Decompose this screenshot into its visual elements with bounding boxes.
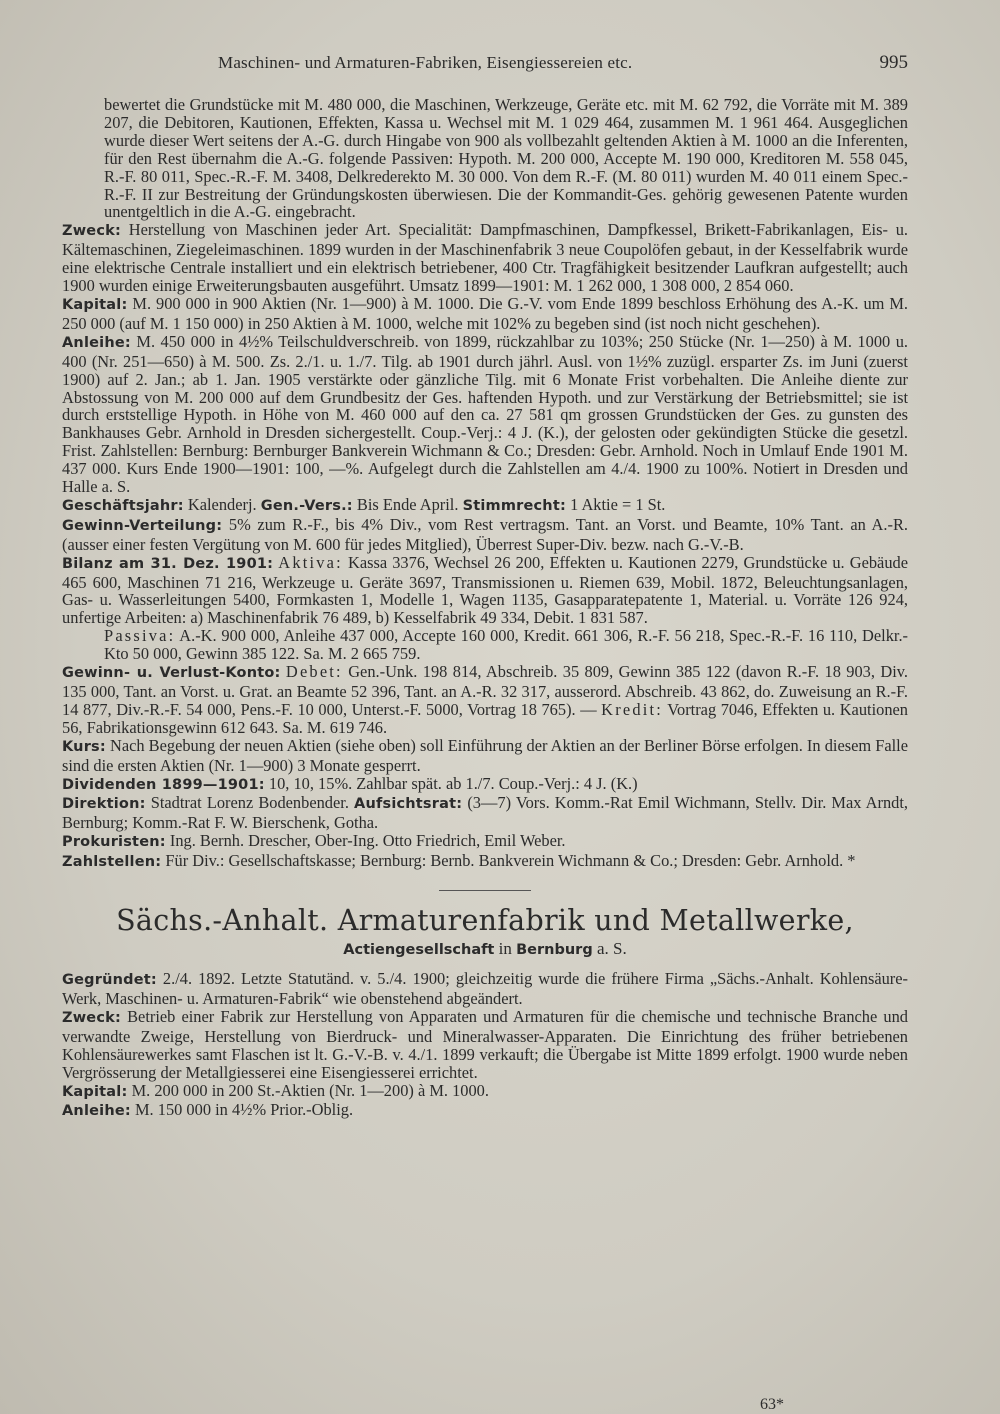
debet-text: Gen.-Unk. 198 814, Abschreib. 35 809, Gewinn 385 122 (davon R.-F. 18 903, Div. 135 000, Tant. an Vorst. u. Grat. an Beamte 52 396, Tant. an A.-R. 32 317, ausserord. Abschreib. 43 862, do. Zuweisung an R.-F. 14 877, Div.-R.-F. 54 000, Pens.-F. 10 000, Unterst.-F. 5000, Vortrag 18 765). <box>62 662 908 719</box>
stimmrecht-label: Stimmrecht: <box>462 497 566 514</box>
entry-dividenden <box>62 775 908 795</box>
company-city: Bernburg <box>516 942 593 959</box>
running-title: Maschinen- und Armaturen-Fabriken, Eisengiessereien etc. <box>218 53 633 72</box>
entry-bilanz-passiva <box>62 627 908 663</box>
entry-text: M. 200 000 in 200 St.-Aktien (Nr. 1—200) à M. 1000. <box>131 1080 489 1100</box>
entry-label: Geschäftsjahr: <box>62 497 184 514</box>
company-sub-rest: a. S. <box>596 939 627 959</box>
entry-anleihe <box>62 333 908 496</box>
kredit-text: Vortrag 7046, Effekten u. Kautionen 56, Fabrikationsgewinn 612 643. Sa. M. 619 746. <box>62 699 908 737</box>
intro-paragraph: bewertet die Grundstücke mit M. 480 000, die Maschinen, Werkzeuge, Geräte etc. mit M. 62 792, die Vorräte mit M. 389 207, die Debitoren, Kautionen, Effekten, Kassa u. Wechsel mit M. 1 029 464, zusammen M. 1 961 464. Ausgeglichen wurde dieser Wert seitens der A.-G. durch Hingabe von 900 als vollbezahlt geltenden Aktien à M. 1000 an die Inferenten, für den Rest übernahm die A.-G. folgende Passiven: Hypoth. M. 200 000, Accepte M. 190 000, Kreditoren M. 558 045, R.-F. 80 011, Spec.-R.-F. M. 3408, Delkrederekto M. 30 000. Von dem R.-F. (M. 80 011) wurden M. 40 011 einem Spec.-R.-F. II zur Bestreitung der Gründungskosten überwiesen. Die der Kommandit-Ges. gehörig gewesenen Patente wurden unentgeltlich in die A.-G. eingebracht. <box>104 95 908 222</box>
entry-kapital-2 <box>62 1082 908 1102</box>
aufsichtsrat-label: Aufsichtsrat: <box>354 796 463 813</box>
company-title: Sächs.-Anhalt. Armaturenfabrik und Metallwerke, <box>116 904 854 938</box>
entry-label: Dividenden 1899—1901: <box>62 776 265 793</box>
entry-gewinn-verlust: Gewinn- u. Verlust-Konto: Debet: Gen.-Unk. 198 814, Abschreib. 35 809, Gewinn 385 122 (davon R.-F. 18 903, Div. 135 000, Tant. an Vorst. u. Grat. an Beamte 52 396, Tant. an A.-R. 32 317, ausserord. Abschreib. 43 862, do. Zuweisung an R.-F. 14 877, Div.-R.-F. 54 000, Pens.-F. 10 000, Unterst.-F. 5000, Vortrag 18 765). — Kredit: Vortrag 7046, Effekten u. Kautionen 56, Fabrikationsgewinn 612 643. Sa. M. 619 746. <box>62 662 908 737</box>
gen-vers-label: Gen.-Vers.: <box>260 497 353 514</box>
entry-label: Gewinn- u. Verlust-Konto: <box>62 665 281 682</box>
entry-geschaeftsjahr <box>62 496 908 516</box>
entry-label: Gewinn-Verteilung: <box>62 517 223 534</box>
passiva-label: Passiva: <box>104 626 176 646</box>
entry-label: Prokuristen: <box>62 834 166 851</box>
entry-kurs <box>62 737 908 775</box>
entry-text: 2./4. 1892. Letzte Statutänd. v. 5./4. 1900; gleichzeitig wurde die frühere Firma „Sächs.-Anhalt. Kohlensäure-Werk, Maschinen- u. Armaturen-Fabrik“ wie obenstehend abgeändert. <box>62 969 908 1008</box>
page-number: 995 <box>879 52 908 73</box>
aufsichtsrat-text: (3—7) Vors. Komm.-Rat Emil Wichmann, Stellv. Dir. Max Arndt, Bernburg; Komm.-Rat F. W. Bierschenk, Gotha. <box>62 793 908 833</box>
entry-text: 5% zum R.-F., bis 4% Div., vom Rest vertragsm. Tant. an Vorst. und Beamte, 10% Tant. an A.-R. (ausser einer festen Vergütung von M. 600 für jedes Mitglied), Überrest Super-Div. bezw. nach G.-V.-B. <box>62 514 908 554</box>
entry-zweck-2 <box>62 1008 908 1082</box>
entry-label: Zweck: <box>62 223 121 240</box>
entry-label: Zahlstellen: <box>62 854 162 871</box>
entry-label: Anleihe: <box>62 334 131 351</box>
entry-zweck <box>62 221 908 295</box>
entry-label: Kapital: <box>62 1083 128 1100</box>
entry-label: Kapital: <box>62 296 128 313</box>
aktiva-text: Kassa 3376, Wechsel 26 200, Effekten u. Kautionen 2279, Grundstücke u. Gebäude 465 600, Maschinen 71 216, Werkzeuge u. Geräte 3697, Transmissionen u. Riemen 639, Mobil. 1872, Beleuchtungsanlagen, Gas- u. Wasserleitungen 5400, Formkasten 1, Modelle 1, Wagen 1135, Gasapparatepatente 1, Material. u. Vorräte 126 924, unfertige Arbeiten: a) Maschinenfabrik 76 489, b) Kesselfabrik 49 334, Debit. 1 831 587. <box>62 552 908 628</box>
entry-label: Kurs: <box>62 738 106 755</box>
entry-kapital <box>62 295 908 333</box>
debet-label: Debet: <box>285 662 343 682</box>
company-subtitle <box>62 939 908 960</box>
company-legal-form: Actiengesellschaft <box>343 942 495 959</box>
entry-gegruendet <box>62 970 908 1008</box>
entry-text: M. 450 000 in 4½% Teilschuldverschreib. von 1899, rückzahlbar zu 103%; 250 Stücke (Nr. 1—250) à M. 1000 u. 400 (Nr. 251—650) à M. 500. Zs. 2./1. u. 1./7. Tilg. ab 1901 durch jährl. Ausl. von 1½% zuzügl. ersparter Zs. im Juni (zuerst 1900) auf 2. Jan.; ab 1. Jan. 1905 verstärkte oder gänzliche Tilg. mit 6 Monate Frist vorbehalten. Die Anleihe diente zur Abstossung von M. 200 000 auf dem Grundbesitz der Ges. haftenden Hypoth. und zur Verstärkung der Betriebsmittel; sie ist durch erststellige Hypoth. in Höhe von M. 460 000 auf den ca. 27 581 qm grossen Grundstücken der Ges. zu gunsten des Bankhauses Gebr. Arnhold in Dresden sichergestellt. Coup.-Verj.: 4 J. (K.), der gelosten oder gekündigten Stücke die gesetzl. Frist. Zahlstellen: Bernburg: Bernburger Bankverein Wichmann & Co.; Dresden: Gebr. Arnhold. Noch in Umlauf Ende 1901 M. 437 000. Kurs Ende 1900—1901: 100, —%. Aufgelegt durch die Zahlstellen am 4./4. 1900 zu 100%. Notiert in Dresden und Halle a. S. <box>62 331 908 497</box>
section-divider <box>439 890 531 891</box>
gen-vers-text: Bis Ende April. <box>356 494 459 514</box>
entry-label: Zweck: <box>62 1009 121 1026</box>
aktiva-label: Aktiva: <box>278 552 343 572</box>
entry-text: Herstellung von Maschinen jeder Art. Specialität: Dampfmaschinen, Dampfkessel, Brikett-Fabrikanlagen, Eis- u. Kältemaschinen, Ziegeleimaschinen. 1899 wurden in der Maschinenfabrik 3 neue Coupolöfen gebaut, in der Kesselfabrik wurde eine elektrische Centrale installiert und ein elektrisch betriebener, 400 Ctr. Tragfähigkeit besitzender Laufkran aufgestellt; auch 1900 wurden einige Erweiterungsbauten ausgeführt. Umsatz 1899—1901: M. 1 262 000, 1 308 000, 2 854 060. <box>62 220 908 296</box>
entry-text: M. 900 000 in 900 Aktien (Nr. 1—900) à M. 1000. Die G.-V. vom Ende 1899 beschloss Erhöhung des A.-K. um M. 250 000 (auf M. 1 150 000) in 250 Aktien à M. 1000, welche mit 102% zu begeben sind (ist noch nicht geschehen). <box>62 293 908 333</box>
entry-text: Nach Begebung der neuen Aktien (siehe oben) soll Einführung der Aktien an der Berliner Börse erfolgen. In diesem Falle sind die ersten Aktien (Nr. 1—900) 3 Monate gesperrt. <box>62 735 908 775</box>
entry-label: Gegründet: <box>62 972 157 989</box>
passiva-text: A.-K. 900 000, Anleihe 437 000, Accepte 160 000, Kredit. 661 306, R.-F. 56 218, Spec.-R.-F. 16 110, Delkr.-Kto 50 000, Gewinn 385 122. Sa. M. 2 665 759. <box>104 626 908 664</box>
document-body <box>62 96 908 1121</box>
entry-text: Kalenderj. <box>187 494 257 514</box>
entry-text: Stadtrat Lorenz Bodenbender. <box>150 793 349 813</box>
stimmrecht-text: 1 Aktie = 1 St. <box>570 494 666 514</box>
entry-text: 10, 10, 15%. Zahlbar spät. ab 1./7. Coup.-Verj.: 4 J. (K.) <box>268 773 638 793</box>
entry-gewinn-verteilung <box>62 516 908 554</box>
entry-text: Für Div.: Gesellschaftskasse; Bernburg: Bernb. Bankverein Wichmann & Co.; Dresden: Gebr. Arnhold. * <box>165 851 856 871</box>
entry-text: Ing. Bernh. Drescher, Ober-Ing. Otto Friedrich, Emil Weber. <box>169 831 566 851</box>
entry-direktion <box>62 794 908 832</box>
entry-bilanz <box>62 554 908 628</box>
entry-label: Anleihe: <box>62 1103 131 1120</box>
running-head <box>0 50 1000 80</box>
entry-text: Betrieb einer Fabrik zur Herstellung von Apparaten und Armaturen für die chemische und technische Branche und verwandte Zweige, Herstellung von Bierdruck- und Mineralwasser-Apparaten. Die Einrichtung des früher betriebenen Kohlensäurewerkes samt Flaschen ist lt. G.-V.-B. v. 4./1. 1899 verkauft; die Übergabe ist Mitte 1899 erfolgt. 1900 wurde neben Vergrösserung der Metallgiesserei eine Eisengiesserei errichtet. <box>62 1006 908 1082</box>
entry-zahlstellen <box>62 852 908 872</box>
entry-prokuristen <box>62 832 908 852</box>
entry-text: M. 150 000 in 4½% Prior.-Oblig. <box>134 1100 354 1120</box>
company-sub-in: in <box>498 939 512 959</box>
kredit-label: Kredit: <box>601 699 663 719</box>
entry-label: Direktion: <box>62 796 146 813</box>
entry-anleihe-2 <box>62 1101 908 1121</box>
signature-mark: 63* <box>760 1396 784 1413</box>
entry-label: Bilanz am 31. Dez. 1901: <box>62 555 274 572</box>
